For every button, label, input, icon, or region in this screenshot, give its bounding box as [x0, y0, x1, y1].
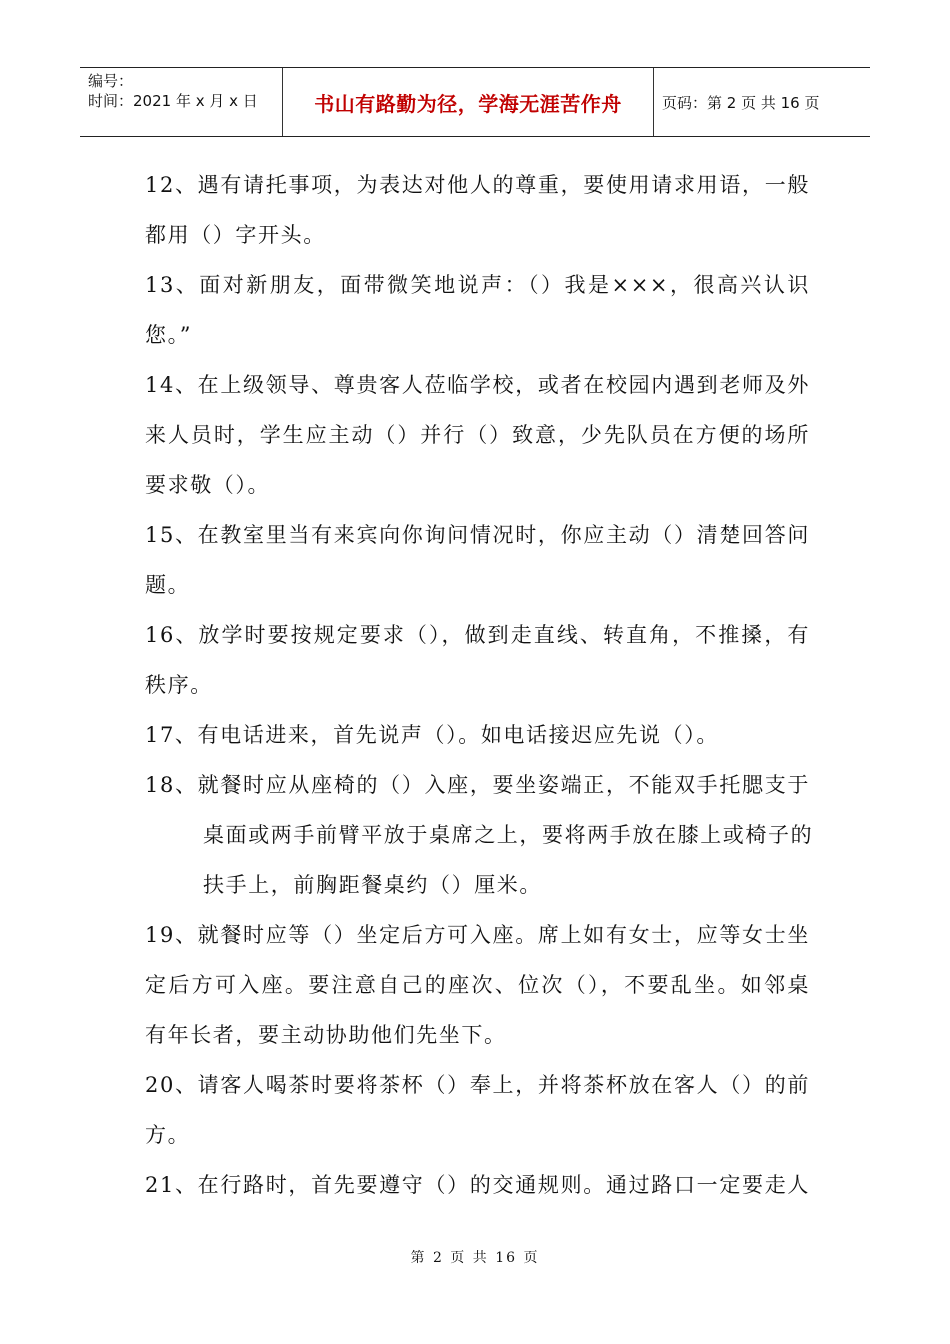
text-line: 19、就餐时应等（）坐定后方可入座。席上如有女士，应等女士坐	[145, 923, 810, 947]
text-line: 13、面对新朋友，面带微笑地说声：（）我是×××，很高兴认识	[145, 273, 810, 297]
text-line: 15、在教室里当有来宾向你询问情况时，你应主动（）清楚回答问	[145, 523, 810, 547]
text-line: 定后方可入座。要注意自己的座次、位次（），不要乱坐。如邻桌	[145, 973, 810, 997]
number-label: 编号：	[88, 72, 134, 90]
text-line: 16、放学时要按规定要求（），做到走直线、转直角，不推搡，有	[145, 623, 810, 647]
text-line: 21、在行路时，首先要遵守（）的交通规则。通过路口一定要走人	[145, 1173, 810, 1197]
text-line: 12、遇有请托事项，为表达对他人的尊重，要使用请求用语，一般	[145, 173, 810, 197]
text-line: 题。	[145, 573, 191, 597]
text-line: 来人员时，学生应主动（）并行（）致意，少先队员在方便的场所	[145, 423, 810, 447]
text-line: 要求敬（）。	[145, 473, 271, 497]
text-line: 桌面或两手前臂平放于桌席之上，要将两手放在膝上或椅子的	[203, 823, 814, 847]
motto: 书山有路勤为径，学海无涯苦作舟	[283, 68, 654, 136]
text-line: 20、请客人喝茶时要将茶杯（）奉上，并将茶杯放在客人（）的前	[145, 1073, 810, 1097]
page-footer: 第 2 页 共 16 页	[410, 1250, 540, 1266]
page-info: 页码：第 2 页 共 16 页	[662, 93, 820, 112]
text-line: 扶手上，前胸距餐桌约（）厘米。	[203, 873, 542, 897]
text-line: 18、就餐时应从座椅的（）入座，要坐姿端正，不能双手托腮支于	[145, 773, 810, 797]
document-body	[145, 160, 814, 1210]
header-left-cell	[80, 68, 283, 136]
header-table	[80, 67, 870, 137]
text-line: 您。”	[145, 323, 193, 347]
text-line: 都用（）字开头。	[145, 223, 326, 247]
text-line: 17、有电话进来，首先说声（）。如电话接迟应先说（）。	[145, 723, 719, 747]
text-line: 方。	[145, 1123, 191, 1147]
text-line: 14、在上级领导、尊贵客人莅临学校，或者在校园内遇到老师及外	[145, 373, 810, 397]
text-line: 秩序。	[145, 673, 213, 697]
time-label: 时间：2021 年 x 月 x 日	[88, 92, 258, 110]
text-line: 有年长者，要主动协助他们先坐下。	[145, 1023, 507, 1047]
